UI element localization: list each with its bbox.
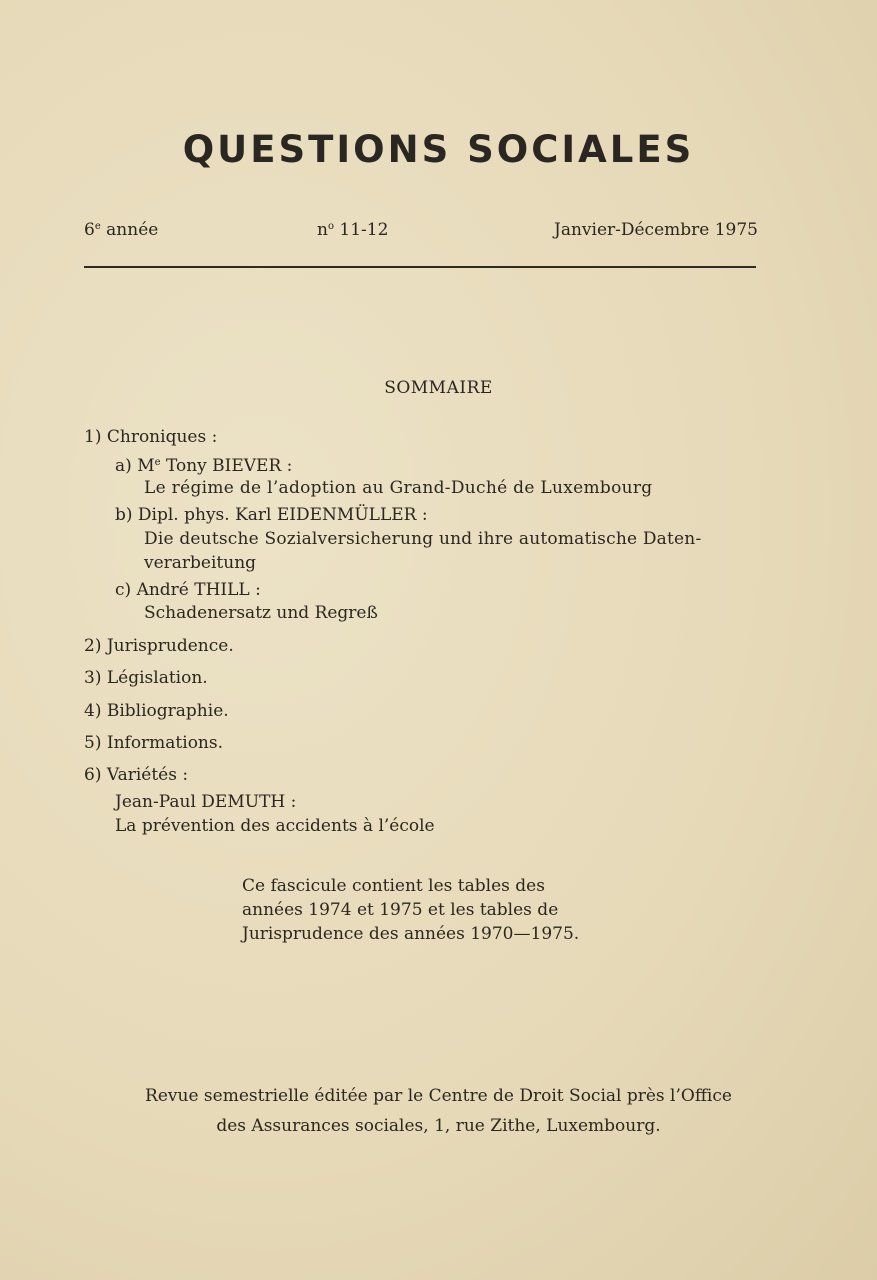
varieties-title: La prévention des accidents à l’école bbox=[115, 816, 435, 836]
summary-heading: SOMMAIRE bbox=[384, 378, 493, 398]
toc-item-chroniques: 1) Chroniques : bbox=[84, 427, 218, 447]
note-line: Jurisprudence des années 1970—1975. bbox=[242, 924, 580, 944]
chronicle-b-author: b) Dipl. phys. Karl EIDENMÜLLER : bbox=[115, 505, 428, 525]
footer-line: des Assurances sociales, 1, rue Zithe, Luxembourg. bbox=[216, 1116, 661, 1136]
footer-line: Revue semestrielle éditée par le Centre de Droit Social près l’Office bbox=[145, 1086, 732, 1106]
header-divider bbox=[84, 266, 756, 268]
varieties-author: Jean-Paul DEMUTH : bbox=[115, 792, 297, 812]
issue-number: $n^o$ 11-12 bbox=[317, 220, 389, 240]
note-line: Ce fascicule contient les tables des bbox=[242, 876, 545, 896]
chronicle-b-title-line-2: verarbeitung bbox=[144, 553, 257, 573]
toc-item-varietes: 6) Variétés : bbox=[84, 765, 189, 785]
note-line: années 1974 et 1975 et les tables de bbox=[242, 900, 559, 920]
chronicle-c-title: Schadenersatz und Regreß bbox=[144, 603, 378, 623]
issue-note bbox=[242, 874, 604, 946]
issue-date: Janvier-Décembre 1975 bbox=[554, 220, 758, 240]
publisher-footer bbox=[60, 1081, 817, 1141]
toc-item-legislation: 3) Législation. bbox=[84, 668, 208, 688]
chronicle-a-author: a) Me Tony BIEVER : bbox=[115, 456, 293, 476]
issue-info bbox=[84, 220, 758, 244]
journal-title: QUESTIONS SOCIALES bbox=[182, 128, 695, 171]
chronicle-b-title-line-1: Die deutsche Sozialversicherung und ihre automatische Daten- bbox=[144, 529, 702, 549]
chronicle-a-title: Le régime de l’adoption au Grand-Duché de Luxembourg bbox=[144, 478, 653, 498]
chronicle-c-author: c) André THILL : bbox=[115, 580, 261, 600]
toc-item-jurisprudence: 2) Jurisprudence. bbox=[84, 636, 234, 656]
volume-year: 6e année bbox=[84, 220, 159, 240]
toc-item-informations: 5) Informations. bbox=[84, 733, 224, 753]
toc-item-bibliographie: 4) Bibliographie. bbox=[84, 701, 229, 721]
